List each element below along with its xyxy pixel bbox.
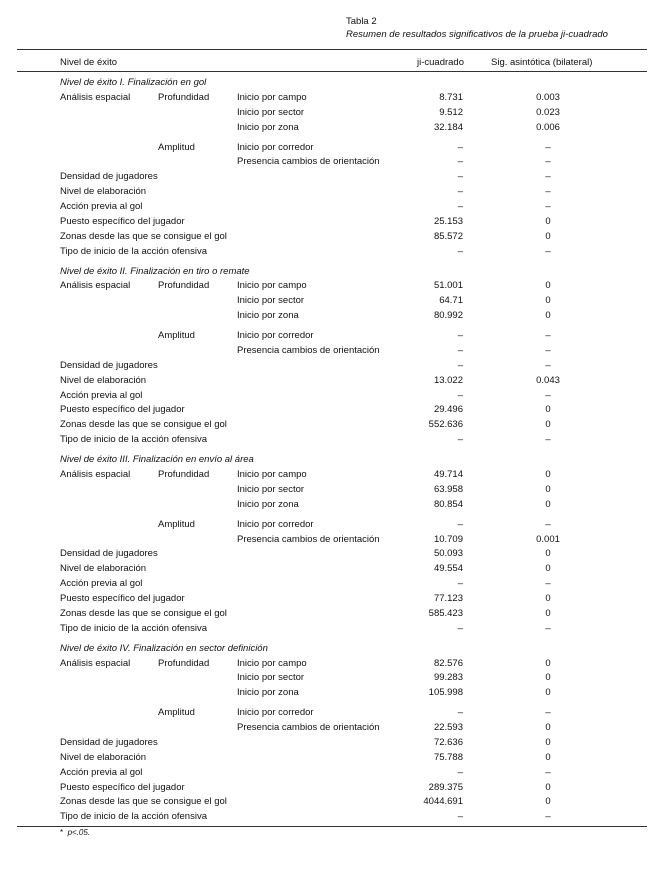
sig-cell: 0 — [545, 672, 551, 684]
section-title-row — [0, 642, 668, 656]
footnote — [60, 828, 90, 837]
subvariable-cell: Inicio por campo — [237, 469, 307, 480]
subvariable-cell: Presencia cambios de orientación — [237, 344, 380, 356]
ji-cuadrado-cell: 9.512 — [439, 106, 463, 118]
variable-cell: Acción previa al gol — [60, 578, 143, 590]
table-row — [0, 106, 668, 120]
table-row — [0, 468, 668, 482]
sig-cell: 0 — [545, 230, 551, 242]
sig-cell: 0 — [545, 593, 551, 605]
table-row — [0, 418, 668, 432]
section-title-row — [0, 76, 668, 90]
dimension-cell: Profundidad — [158, 469, 210, 480]
ji-cuadrado-cell: – — [457, 359, 463, 371]
table-row — [0, 91, 668, 105]
dimension-cell: Amplitud — [158, 707, 195, 719]
ji-cuadrado-cell: 82.576 — [433, 657, 463, 669]
table-row — [0, 810, 668, 824]
ji-cuadrado-cell: 99.283 — [433, 672, 463, 684]
ji-cuadrado-cell: – — [457, 156, 463, 168]
ji-cuadrado-cell: – — [457, 518, 463, 530]
ji-cuadrado-cell: 13.022 — [433, 374, 463, 386]
sig-cell: 0 — [545, 563, 551, 575]
sig-cell: – — [545, 578, 551, 590]
sig-cell: 0 — [545, 469, 551, 480]
ji-cuadrado-cell: 63.958 — [433, 483, 463, 495]
variable-cell: Acción previa al gol — [60, 766, 143, 778]
table-row — [0, 433, 668, 447]
sig-cell: 0.006 — [536, 121, 560, 133]
table-row — [0, 200, 668, 214]
table-row — [0, 121, 668, 135]
sig-cell: 0 — [545, 548, 551, 560]
ji-cuadrado-cell: 585.423 — [428, 607, 463, 619]
variable-cell: Puesto específico del jugador — [60, 215, 185, 227]
sig-cell: 0.023 — [536, 106, 560, 118]
subvariable-cell: Inicio por corredor — [237, 330, 314, 342]
subvariable-cell: Inicio por corredor — [237, 707, 314, 719]
sig-cell: – — [545, 389, 551, 401]
subvariable-cell: Inicio por sector — [237, 672, 305, 684]
sig-cell: 0 — [545, 796, 551, 808]
subvariable-cell: Presencia cambios de orientación — [237, 722, 380, 734]
ji-cuadrado-cell: 51.001 — [433, 280, 463, 292]
variable-cell: Análisis espacial — [60, 469, 131, 480]
variable-cell: Acción previa al gol — [60, 389, 143, 401]
ji-cuadrado-cell: 50.093 — [433, 548, 463, 560]
table-row — [0, 185, 668, 199]
subvariable-cell: Inicio por zona — [237, 687, 299, 699]
table-row — [0, 607, 668, 621]
sig-cell: 0 — [545, 295, 551, 307]
table-label: Tabla 2 — [346, 16, 377, 27]
table-row — [0, 359, 668, 373]
table-row — [0, 706, 668, 720]
sig-cell: 0.001 — [536, 533, 560, 545]
table-row — [0, 374, 668, 388]
table-row — [0, 547, 668, 561]
dimension-cell: Profundidad — [158, 657, 210, 669]
subvariable-cell: Presencia cambios de orientación — [237, 156, 380, 168]
ji-cuadrado-cell: – — [457, 245, 463, 257]
subvariable-cell: Inicio por campo — [237, 280, 307, 292]
ji-cuadrado-cell: 29.496 — [433, 404, 463, 416]
dimension-cell: Profundidad — [158, 91, 210, 103]
table-row — [0, 230, 668, 244]
ji-cuadrado-cell: – — [457, 811, 463, 823]
variable-cell: Zonas desde las que se consigue el gol — [60, 607, 227, 619]
ji-cuadrado-cell: – — [457, 171, 463, 183]
subvariable-cell: Inicio por zona — [237, 121, 299, 133]
sig-cell: 0 — [545, 215, 551, 227]
variable-cell: Puesto específico del jugador — [60, 593, 185, 605]
sig-cell: – — [545, 344, 551, 356]
variable-cell: Tipo de inicio de la acción ofensiva — [60, 811, 207, 823]
ji-cuadrado-cell: 552.636 — [428, 419, 463, 431]
bottom-rule — [17, 826, 647, 827]
sig-cell: – — [545, 171, 551, 183]
variable-cell: Zonas desde las que se consigue el gol — [60, 230, 227, 242]
header-nivel: Nivel de éxito — [60, 57, 118, 68]
ji-cuadrado-cell: – — [457, 434, 463, 446]
ji-cuadrado-cell: – — [457, 578, 463, 590]
sig-cell: 0 — [545, 687, 551, 699]
ji-cuadrado-cell: 64.71 — [439, 295, 463, 307]
footnote-text: p<.05. — [67, 828, 91, 837]
sig-cell: – — [545, 330, 551, 342]
table-row — [0, 170, 668, 184]
sig-cell: 0 — [545, 310, 551, 322]
dimension-cell: Amplitud — [158, 518, 195, 530]
subvariable-cell: Inicio por corredor — [237, 518, 314, 530]
table-row — [0, 577, 668, 591]
ji-cuadrado-cell: – — [457, 330, 463, 342]
ji-cuadrado-cell: 8.731 — [439, 91, 463, 103]
section-title-row — [0, 265, 668, 279]
variable-cell: Tipo de inicio de la acción ofensiva — [60, 622, 207, 634]
table-row — [0, 592, 668, 606]
sig-cell: – — [545, 622, 551, 634]
variable-cell: Tipo de inicio de la acción ofensiva — [60, 245, 207, 257]
sig-cell: 0 — [545, 657, 551, 669]
ji-cuadrado-cell: – — [457, 344, 463, 356]
ji-cuadrado-cell: 75.788 — [433, 751, 463, 763]
ji-cuadrado-cell: 32.184 — [433, 121, 463, 133]
subvariable-cell: Presencia cambios de orientación — [237, 533, 380, 545]
table-row — [0, 344, 668, 358]
variable-cell: Densidad de jugadores — [60, 359, 158, 371]
footnote-marker: * — [60, 828, 64, 837]
subvariable-cell: Inicio por sector — [237, 106, 305, 118]
table-row — [0, 736, 668, 750]
table-caption — [346, 15, 608, 41]
ji-cuadrado-cell: – — [457, 389, 463, 401]
table-row — [0, 329, 668, 343]
sig-cell: 0 — [545, 751, 551, 763]
subvariable-cell: Inicio por sector — [237, 483, 305, 495]
variable-cell: Densidad de jugadores — [60, 171, 158, 183]
table-row — [0, 141, 668, 155]
table-row — [0, 215, 668, 229]
ji-cuadrado-cell: 77.123 — [433, 593, 463, 605]
table-row — [0, 533, 668, 547]
header-sig: Sig. asintótica (bilateral) — [491, 57, 593, 68]
variable-cell: Zonas desde las que se consigue el gol — [60, 796, 227, 808]
table-row — [0, 498, 668, 512]
sig-cell: – — [545, 245, 551, 257]
table-row — [0, 562, 668, 576]
section-title-row — [0, 453, 668, 467]
sig-cell: – — [545, 201, 551, 213]
subvariable-cell: Inicio por zona — [237, 498, 299, 510]
variable-cell: Nivel de elaboración — [60, 374, 147, 386]
table-row — [0, 657, 668, 671]
variable-cell: Análisis espacial — [60, 280, 131, 292]
top-rule — [17, 49, 647, 50]
ji-cuadrado-cell: 10.709 — [433, 533, 463, 545]
ji-cuadrado-cell: 49.554 — [433, 563, 463, 575]
sig-cell: 0 — [545, 280, 551, 292]
variable-cell: Análisis espacial — [60, 657, 131, 669]
sig-cell: – — [545, 186, 551, 198]
sig-cell: 0.043 — [536, 374, 560, 386]
table-row — [0, 403, 668, 417]
table-row — [0, 155, 668, 169]
sig-cell: 0 — [545, 404, 551, 416]
table-row — [0, 751, 668, 765]
dimension-cell: Amplitud — [158, 330, 195, 342]
ji-cuadrado-cell: – — [457, 201, 463, 213]
table-title: Resumen de resultados significativos de la prueba ji-cuadrado — [346, 29, 608, 40]
sig-cell: 0 — [545, 419, 551, 431]
header-rule — [17, 71, 647, 72]
ji-cuadrado-cell: – — [457, 186, 463, 198]
subvariable-cell: Inicio por corredor — [237, 141, 314, 153]
sig-cell: 0.003 — [536, 91, 560, 103]
section-title: Nivel de éxito IV. Finalización en sector definición — [60, 642, 268, 654]
dimension-cell: Profundidad — [158, 280, 210, 292]
table-row — [0, 671, 668, 685]
table-row — [0, 483, 668, 497]
variable-cell: Análisis espacial — [60, 91, 131, 103]
table-row — [0, 721, 668, 735]
ji-cuadrado-cell: – — [457, 141, 463, 153]
dimension-cell: Amplitud — [158, 141, 195, 153]
sig-cell: 0 — [545, 781, 551, 793]
sig-cell: – — [545, 359, 551, 371]
section-title: Nivel de éxito I. Finalización en gol — [60, 77, 207, 88]
sig-cell: – — [545, 811, 551, 823]
sig-cell: – — [545, 434, 551, 446]
sig-cell: 0 — [545, 736, 551, 748]
variable-cell: Densidad de jugadores — [60, 736, 158, 748]
sig-cell: 0 — [545, 722, 551, 734]
table-row — [0, 389, 668, 403]
variable-cell: Puesto específico del jugador — [60, 781, 185, 793]
table-row — [0, 622, 668, 636]
ji-cuadrado-cell: – — [457, 707, 463, 719]
table-row — [0, 245, 668, 259]
section-title: Nivel de éxito III. Finalización en envío al área — [60, 454, 254, 466]
table-row — [0, 781, 668, 795]
variable-cell: Acción previa al gol — [60, 201, 143, 213]
sig-cell: 0 — [545, 483, 551, 495]
variable-cell: Nivel de elaboración — [60, 563, 147, 575]
sig-cell: 0 — [545, 498, 551, 510]
variable-cell: Nivel de elaboración — [60, 186, 147, 198]
subvariable-cell: Inicio por campo — [237, 91, 307, 103]
sig-cell: 0 — [545, 607, 551, 619]
table-row — [0, 766, 668, 780]
header-ji-cuadrado: ji-cuadrado — [417, 57, 464, 68]
table-row — [0, 279, 668, 293]
ji-cuadrado-cell: 25.153 — [433, 215, 463, 227]
table-row — [0, 795, 668, 809]
sig-cell: – — [545, 518, 551, 530]
ji-cuadrado-cell: 80.854 — [433, 498, 463, 510]
subvariable-cell: Inicio por sector — [237, 295, 305, 307]
sig-cell: – — [545, 766, 551, 778]
ji-cuadrado-cell: – — [457, 622, 463, 634]
ji-cuadrado-cell: 72.636 — [433, 736, 463, 748]
ji-cuadrado-cell: 49.714 — [433, 469, 463, 480]
ji-cuadrado-cell: 4044.691 — [423, 796, 463, 808]
table-row — [0, 518, 668, 532]
ji-cuadrado-cell: 85.572 — [433, 230, 463, 242]
variable-cell: Densidad de jugadores — [60, 548, 158, 560]
variable-cell: Nivel de elaboración — [60, 751, 147, 763]
ji-cuadrado-cell: – — [457, 766, 463, 778]
ji-cuadrado-cell: 22.593 — [433, 722, 463, 734]
subvariable-cell: Inicio por zona — [237, 310, 299, 322]
subvariable-cell: Inicio por campo — [237, 657, 307, 669]
ji-cuadrado-cell: 105.998 — [428, 687, 463, 699]
ji-cuadrado-cell: 80.992 — [433, 310, 463, 322]
table-row — [0, 309, 668, 323]
table-row — [0, 686, 668, 700]
variable-cell: Puesto específico del jugador — [60, 404, 185, 416]
table-row — [0, 294, 668, 308]
section-title: Nivel de éxito II. Finalización en tiro o remate — [60, 265, 250, 277]
sig-cell: – — [545, 707, 551, 719]
sig-cell: – — [545, 156, 551, 168]
variable-cell: Zonas desde las que se consigue el gol — [60, 419, 227, 431]
sig-cell: – — [545, 141, 551, 153]
variable-cell: Tipo de inicio de la acción ofensiva — [60, 434, 207, 446]
ji-cuadrado-cell: 289.375 — [428, 781, 463, 793]
